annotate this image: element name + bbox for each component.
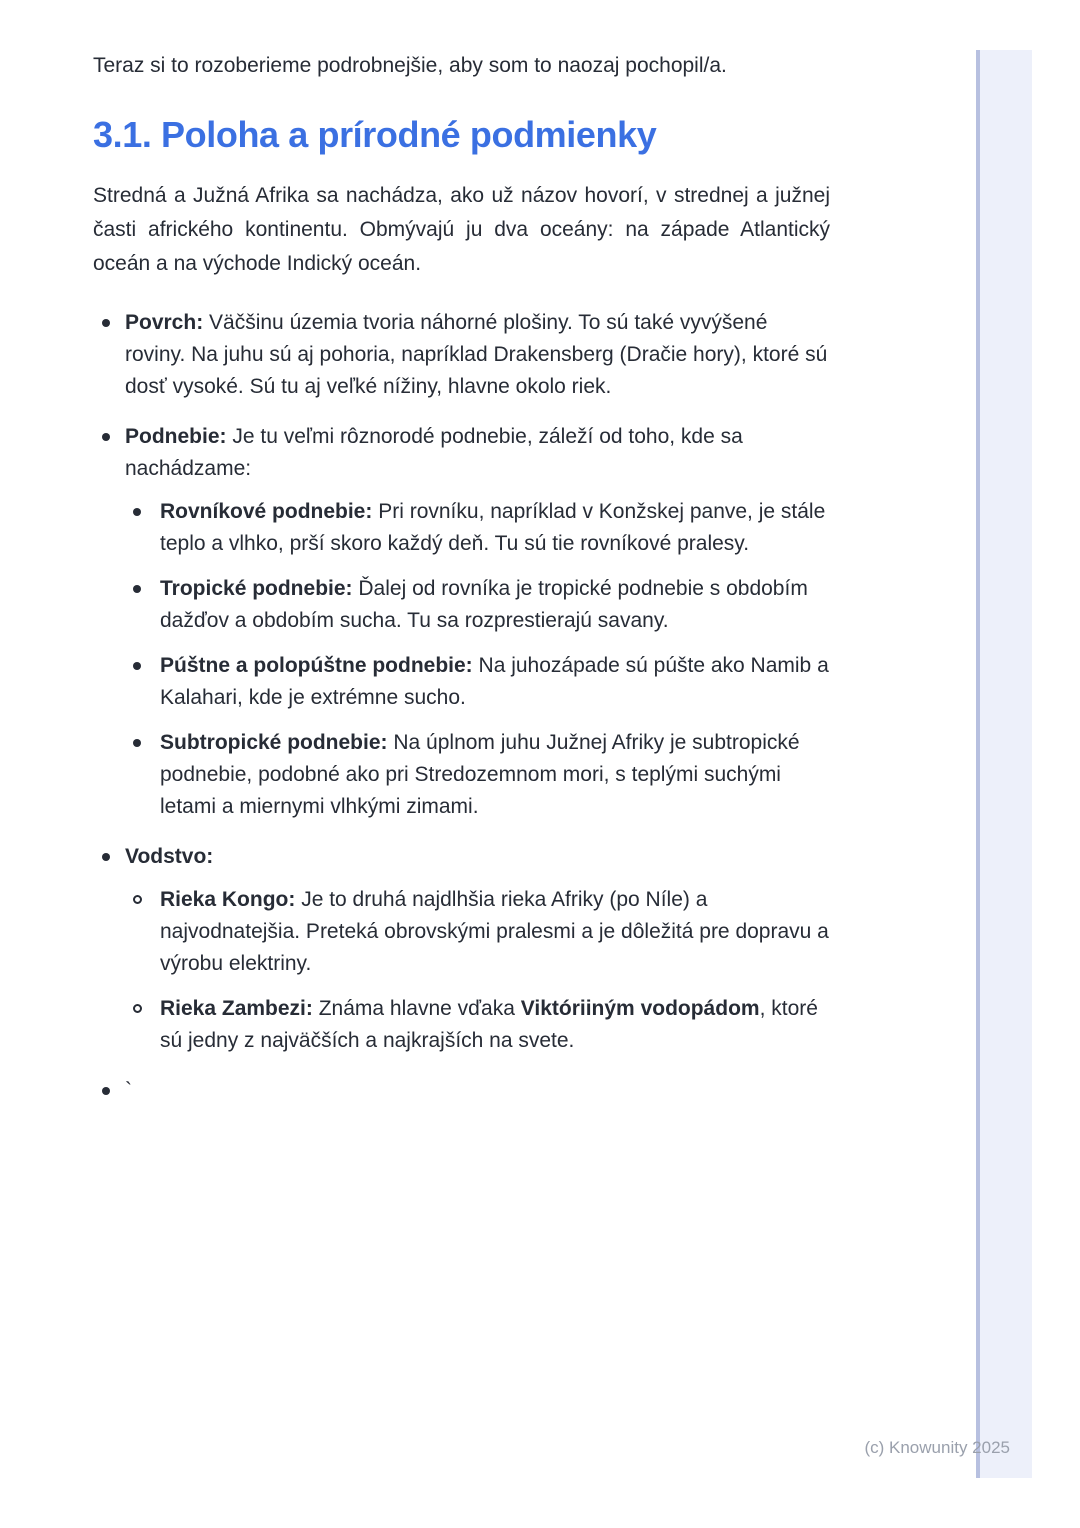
list-item-text: Pri rovníku, napríklad v Konžskej panve, je stále teplo a vlhko, prší skoro každý deň. Tu sú tie rovníkové pralesy. bbox=[160, 500, 826, 555]
list-item-tropicke-podnebie bbox=[125, 573, 830, 637]
disc-bullet-icon bbox=[102, 853, 110, 861]
list-item-text: Známa hlavne vďaka bbox=[318, 997, 521, 1020]
lead-paragraph: Stredná a Južná Afrika sa nachádza, ako už názov hovorí, v strednej a južnej časti afrického kontinentu. Obmývajú ju dva oceány: na západe Atlantický oceán a na východe Indický oceán. bbox=[93, 184, 830, 275]
list-item-bold-text: Viktóriiným vodopádom bbox=[520, 997, 760, 1020]
list-item-label: Povrch: bbox=[125, 311, 204, 334]
list-item-podnebie bbox=[93, 421, 830, 823]
list-item-text: Na úplnom juhu Južnej Afriky je subtropické podnebie, podobné ako pri Stredozemnom mori, s teplými suchými letami a miernymi vlhkými zimami. bbox=[160, 731, 800, 818]
list-item-label: Púštne a polopúštne podnebie: bbox=[160, 654, 473, 677]
list-item-rieka-zambezi bbox=[125, 993, 830, 1057]
list-item-label: Rieka Zambezi: bbox=[160, 997, 313, 1020]
list-item-label: Tropické podnebie: bbox=[160, 577, 353, 600]
circle-bullet-icon bbox=[133, 1004, 142, 1013]
list-item-text: Väčšinu územia tvoria náhorné plošiny. To sú také vyvýšené roviny. Na juhu sú aj pohoria, napríklad Drakensberg (Dračie hory), ktoré sú dosť vysoké. Sú tu aj veľké nížiny, hlavne okolo riek. bbox=[125, 311, 828, 398]
disc-bullet-icon bbox=[102, 1087, 110, 1095]
list-item-text: , ktoré sú jedny z najväčších a najkrajších na svete. bbox=[160, 997, 818, 1052]
section-heading: 3.1. Poloha a prírodné podmienky bbox=[93, 114, 657, 155]
podnebie-sub-list bbox=[125, 496, 830, 823]
topic-list bbox=[93, 307, 830, 1107]
list-item-label: Rovníkové podnebie: bbox=[160, 500, 373, 523]
list-item-text: Ďalej od rovníka je tropické podnebie s obdobím dažďov a obdobím sucha. Tu sa rozprestierajú savany. bbox=[160, 577, 808, 632]
list-item-subtropicke-podnebie bbox=[125, 727, 830, 823]
vodstvo-sub-list bbox=[125, 884, 830, 1057]
list-item-label: Rieka Kongo: bbox=[160, 888, 296, 911]
list-item-text: Je to druhá najdlhšia rieka Afriky (po Níle) a najvodnatejšia. Preteká obrovskými pralesmi a je dôležitá pre dopravu a výrobu elektriny. bbox=[160, 888, 829, 975]
disc-bullet-icon bbox=[102, 433, 110, 441]
disc-bullet-icon bbox=[133, 739, 141, 747]
list-item-text: ` bbox=[125, 1079, 132, 1102]
disc-bullet-icon bbox=[133, 508, 141, 516]
disc-bullet-icon bbox=[133, 662, 141, 670]
list-item-label: Vodstvo: bbox=[125, 845, 214, 868]
list-item-povrch bbox=[93, 307, 830, 403]
list-item-label: Podnebie: bbox=[125, 425, 227, 448]
list-item-rieka-kongo bbox=[125, 884, 830, 980]
disc-bullet-icon bbox=[102, 319, 110, 327]
list-item-vodstvo bbox=[93, 841, 830, 1057]
list-item-text: Na juhozápade sú púšte ako Namib a Kalahari, kde je extrémne sucho. bbox=[160, 654, 829, 709]
copyright-footer: (c) Knowunity 2025 bbox=[864, 1438, 1010, 1457]
document-body bbox=[93, 49, 830, 1107]
circle-bullet-icon bbox=[133, 895, 142, 904]
right-page-margin-bar bbox=[976, 50, 1032, 1478]
list-item-label: Subtropické podnebie: bbox=[160, 731, 388, 754]
list-item-pustne-podnebie bbox=[125, 650, 830, 714]
list-item-rovnikove-podnebie bbox=[125, 496, 830, 560]
list-item-placeholder bbox=[93, 1075, 830, 1107]
disc-bullet-icon bbox=[133, 585, 141, 593]
list-item-text: Je tu veľmi rôznorodé podnebie, záleží od toho, kde sa nachádzame: bbox=[125, 425, 743, 480]
intro-paragraph: Teraz si to rozoberieme podrobnejšie, aby som to naozaj pochopil/a. bbox=[93, 54, 727, 77]
